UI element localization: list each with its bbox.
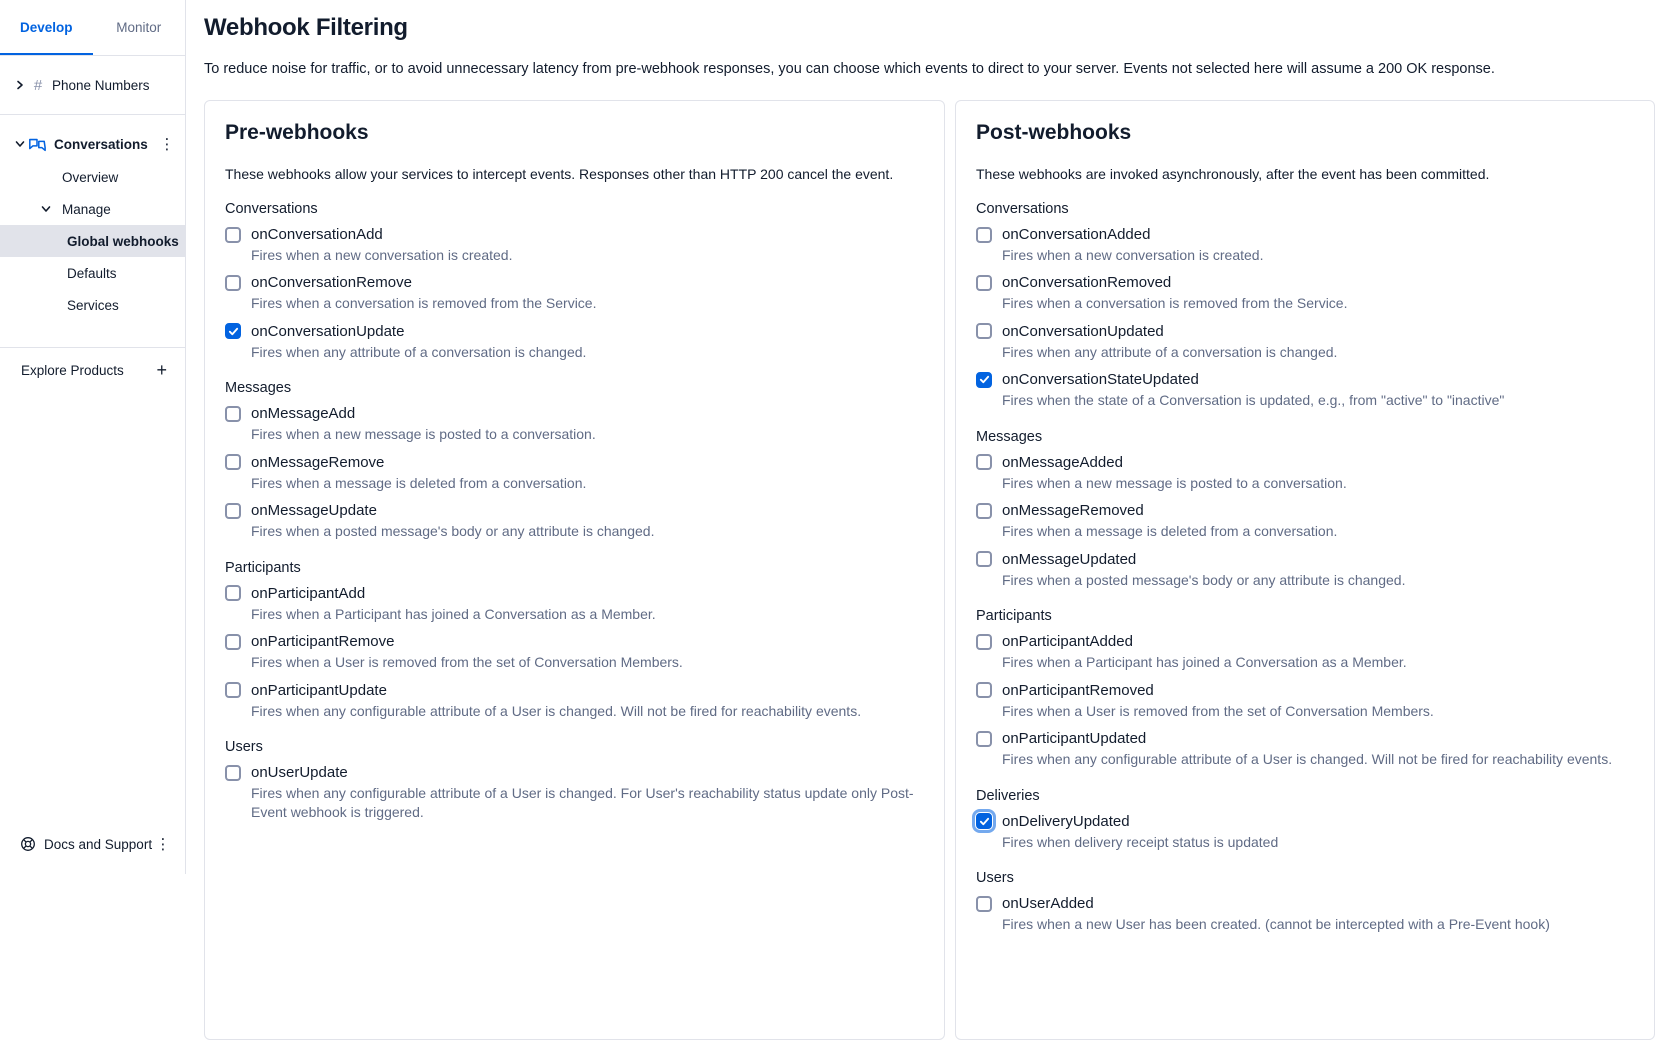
webhook-item xyxy=(976,323,1634,361)
webhook-label: onParticipantRemoved xyxy=(1002,681,1154,699)
webhook-checkbox[interactable] xyxy=(225,227,241,243)
webhook-item xyxy=(225,323,924,361)
webhook-row xyxy=(225,502,924,519)
webhook-help-text: Fires when the state of a Conversation is updated, e.g., from "active" to "inactive" xyxy=(1002,392,1505,409)
webhook-item xyxy=(976,371,1634,409)
section-heading: Users xyxy=(225,739,263,756)
webhook-row xyxy=(976,323,1634,340)
webhook-checkbox[interactable] xyxy=(976,372,992,388)
webhook-label: onUserUpdate xyxy=(251,764,348,782)
webhook-label: onMessageAdded xyxy=(1002,453,1123,471)
webhook-item xyxy=(976,895,1634,933)
chevron-down-icon[interactable] xyxy=(12,140,28,148)
webhook-item xyxy=(225,226,924,264)
webhook-label: onConversationUpdated xyxy=(1002,322,1164,340)
webhook-checkbox[interactable] xyxy=(225,406,241,422)
webhook-row xyxy=(225,454,924,471)
sidebar-item-label: Conversations xyxy=(54,136,148,152)
webhook-label: onUserAdded xyxy=(1002,895,1094,913)
webhook-help-text: Fires when a posted message's body or any attribute is changed. xyxy=(251,523,655,540)
sidebar-item-manage[interactable] xyxy=(0,193,185,225)
webhook-checkbox[interactable] xyxy=(976,275,992,291)
docs-and-support-label: Docs and Support xyxy=(44,836,153,852)
webhook-item xyxy=(976,813,1634,851)
webhook-checkbox[interactable] xyxy=(976,731,992,747)
webhook-help-text: Fires when a posted message's body or any attribute is changed. xyxy=(1002,571,1406,588)
webhook-help-text: Fires when a new conversation is created. xyxy=(1002,247,1264,263)
webhook-help-text: Fires when any configurable attribute of a User is changed. Will not be fired for reachability events. xyxy=(1002,751,1613,768)
webhook-item xyxy=(225,405,924,443)
webhook-label: onParticipantAdd xyxy=(251,584,366,602)
tab-monitor[interactable]: Monitor xyxy=(116,20,162,35)
webhook-item xyxy=(976,730,1634,768)
webhook-row xyxy=(225,585,924,602)
webhook-label: onMessageRemoved xyxy=(1002,502,1144,520)
webhook-item xyxy=(225,682,924,720)
sidebar-tabs xyxy=(0,0,185,56)
webhook-panels xyxy=(204,100,1655,1040)
webhook-item xyxy=(225,502,924,540)
webhook-row xyxy=(976,633,1634,650)
sidebar-item-label: Manage xyxy=(62,201,111,217)
section-heading: Deliveries xyxy=(976,787,1040,804)
docs-and-support-button[interactable] xyxy=(0,828,185,860)
webhook-label: onMessageRemove xyxy=(251,453,385,471)
webhook-label: onMessageAdd xyxy=(251,405,356,423)
webhook-help-text: Fires when a message is deleted from a conversation. xyxy=(1002,523,1338,540)
webhook-checkbox[interactable] xyxy=(976,227,992,243)
webhook-help-text: Fires when any configurable attribute of a User is changed. Will not be fired for reachability events. xyxy=(251,702,862,719)
webhook-label: onParticipantAdded xyxy=(1002,633,1133,651)
plus-icon[interactable]: + xyxy=(156,359,167,380)
sidebar-item-defaults[interactable] xyxy=(0,257,185,289)
webhook-row xyxy=(976,371,1634,388)
webhook-row xyxy=(976,274,1634,291)
tab-develop[interactable]: Develop xyxy=(0,0,93,55)
section-heading: Participants xyxy=(225,559,301,576)
sidebar-item-label: Services xyxy=(67,297,119,313)
sidebar-item-label: Overview xyxy=(62,169,119,185)
webhook-checkbox[interactable] xyxy=(976,813,992,829)
webhook-row xyxy=(976,895,1634,912)
webhook-checkbox[interactable] xyxy=(225,503,241,519)
webhook-label: onConversationRemoved xyxy=(1002,274,1172,292)
chevron-down-icon[interactable] xyxy=(38,205,54,213)
webhook-row xyxy=(225,405,924,422)
webhook-help-text: Fires when a Participant has joined a Conversation as a Member. xyxy=(251,605,656,622)
page-title: Webhook Filtering xyxy=(204,14,408,41)
webhook-checkbox[interactable] xyxy=(976,634,992,650)
webhook-row xyxy=(225,274,924,291)
webhook-item xyxy=(976,633,1634,671)
post-webhooks-description: These webhooks are invoked asynchronously, after the event has been committed. xyxy=(976,166,1490,182)
page-description: To reduce noise for traffic, or to avoid unnecessary latency from pre-webhook responses, you can choose which events to direct to your server. Events not selected here will assume a 200 OK response. xyxy=(204,61,1495,77)
section-heading: Conversations xyxy=(225,201,318,217)
webhook-label: onConversationStateUpdated xyxy=(1002,371,1199,389)
webhook-checkbox[interactable] xyxy=(225,585,241,601)
chevron-right-icon[interactable] xyxy=(12,80,28,90)
section-heading: Participants xyxy=(976,608,1052,625)
webhook-row xyxy=(225,633,924,650)
webhook-row xyxy=(225,682,924,699)
pre-webhooks-panel xyxy=(204,100,945,1040)
post-webhooks-title: Post-webhooks xyxy=(976,121,1132,144)
webhook-row xyxy=(225,764,924,781)
webhook-checkbox[interactable] xyxy=(225,682,241,698)
webhook-row xyxy=(976,682,1634,699)
webhook-label: onConversationRemove xyxy=(251,274,412,292)
webhook-help-text: Fires when any configurable attribute of a User is changed. For User's reachability status update only Post-Event webhook is triggered. xyxy=(251,785,914,820)
webhook-item xyxy=(976,454,1634,492)
pre-webhooks-title: Pre-webhooks xyxy=(225,121,369,144)
webhook-help-text: Fires when a conversation is removed from the Service. xyxy=(1002,295,1348,312)
webhook-item xyxy=(225,454,924,492)
sidebar xyxy=(0,0,186,874)
webhook-row xyxy=(976,454,1634,471)
webhook-item xyxy=(976,502,1634,540)
webhook-checkbox[interactable] xyxy=(976,551,992,567)
pre-webhooks-sections xyxy=(225,201,924,821)
webhook-help-text: Fires when any attribute of a conversation is changed. xyxy=(251,343,587,360)
main-content xyxy=(186,0,1655,933)
webhook-item xyxy=(225,585,924,623)
webhook-item xyxy=(976,682,1634,720)
webhook-item xyxy=(225,274,924,312)
webhook-checkbox[interactable] xyxy=(225,765,241,781)
webhook-checkbox[interactable] xyxy=(225,454,241,470)
webhook-help-text: Fires when a Participant has joined a Conversation as a Member. xyxy=(1002,654,1407,671)
webhook-help-text: Fires when a message is deleted from a conversation. xyxy=(251,474,587,491)
section-heading: Conversations xyxy=(976,201,1069,217)
sidebar-item-label: Global webhooks xyxy=(67,233,179,249)
webhook-help-text: Fires when a new conversation is created. xyxy=(251,247,513,263)
webhook-help-text: Fires when a new message is posted to a conversation. xyxy=(1002,474,1347,491)
sidebar-item-global-webhooks[interactable] xyxy=(0,225,185,257)
hash-icon: # xyxy=(33,76,43,94)
explore-products-label: Explore Products xyxy=(21,362,124,378)
lifebuoy-icon xyxy=(20,836,36,852)
webhook-row xyxy=(225,226,924,243)
webhook-item xyxy=(976,274,1634,312)
kebab-menu-icon[interactable]: ⋮ xyxy=(155,836,171,853)
webhook-label: onParticipantUpdate xyxy=(251,681,387,699)
webhook-label: onConversationUpdate xyxy=(251,322,405,340)
explore-products-button[interactable] xyxy=(0,348,185,392)
webhook-checkbox[interactable] xyxy=(976,896,992,912)
webhook-row xyxy=(976,502,1634,519)
sidebar-item-services[interactable] xyxy=(0,289,185,321)
webhook-row xyxy=(976,813,1634,830)
webhook-checkbox[interactable] xyxy=(225,634,241,650)
webhook-help-text: Fires when a User is removed from the set of Conversation Members. xyxy=(251,654,683,671)
webhook-label: onConversationAdded xyxy=(1002,226,1151,243)
section-heading: Messages xyxy=(225,380,292,397)
webhook-item xyxy=(976,226,1634,264)
webhook-checkbox[interactable] xyxy=(225,275,241,291)
sidebar-item-conversations[interactable] xyxy=(0,127,185,161)
webhook-help-text: Fires when a User is removed from the set of Conversation Members. xyxy=(1002,702,1434,719)
webhook-row xyxy=(976,226,1634,243)
section-heading: Users xyxy=(976,870,1014,887)
webhook-item xyxy=(976,551,1634,589)
webhook-row xyxy=(976,730,1634,747)
kebab-menu-icon[interactable]: ⋮ xyxy=(159,136,175,153)
webhook-help-text: Fires when a new User has been created. (cannot be intercepted with a Pre-Event hook) xyxy=(1002,916,1550,933)
post-webhooks-sections xyxy=(976,201,1634,934)
sidebar-item-overview[interactable] xyxy=(0,161,185,193)
webhook-help-text: Fires when delivery receipt status is updated xyxy=(1002,833,1279,850)
webhook-label: onParticipantRemove xyxy=(251,633,395,651)
webhook-item xyxy=(225,764,924,821)
webhook-label: onDeliveryUpdated xyxy=(1002,812,1130,830)
webhook-item xyxy=(225,633,924,671)
conversations-icon xyxy=(28,137,48,152)
webhook-checkbox[interactable] xyxy=(976,682,992,698)
webhook-help-text: Fires when any attribute of a conversation is changed. xyxy=(1002,343,1338,360)
webhook-row xyxy=(225,323,924,340)
sidebar-item-label: Phone Numbers xyxy=(52,77,150,93)
pre-webhooks-description: These webhooks allow your services to intercept events. Responses other than HTTP 200 cancel the event. xyxy=(225,166,894,182)
webhook-checkbox[interactable] xyxy=(976,454,992,470)
webhook-help-text: Fires when a conversation is removed from the Service. xyxy=(251,295,597,312)
webhook-checkbox[interactable] xyxy=(976,323,992,339)
webhook-label: onParticipantUpdated xyxy=(1002,730,1147,748)
post-webhooks-panel xyxy=(955,100,1655,1040)
section-heading: Messages xyxy=(976,428,1043,445)
webhook-checkbox[interactable] xyxy=(225,323,241,339)
webhook-label: onMessageUpdate xyxy=(251,502,377,520)
webhook-label: onConversationAdd xyxy=(251,226,383,243)
sidebar-item-label: Defaults xyxy=(67,265,117,281)
webhook-row xyxy=(976,551,1634,568)
webhook-label: onMessageUpdated xyxy=(1002,550,1137,568)
webhook-checkbox[interactable] xyxy=(976,503,992,519)
sidebar-item-phone-numbers[interactable] xyxy=(0,68,185,102)
webhook-help-text: Fires when a new message is posted to a conversation. xyxy=(251,426,596,443)
